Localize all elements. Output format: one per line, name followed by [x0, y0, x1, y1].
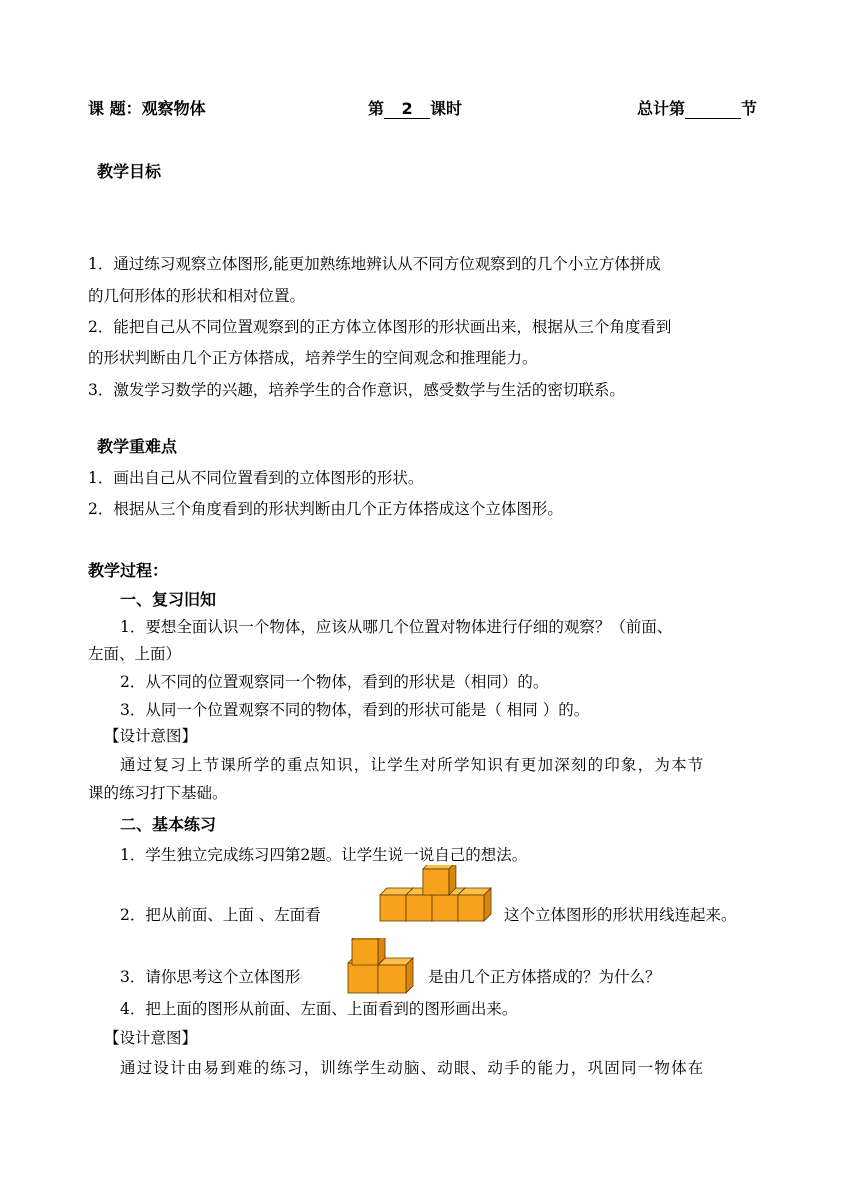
design-intent-label: 【设计意图】: [104, 727, 198, 745]
practice-item-4: 4．把上面的图形从前面、左面、上面看到的图形画出来。: [120, 1000, 518, 1018]
section1-title: 一、复习旧知: [120, 590, 217, 609]
lesson-prefix: 第: [368, 99, 385, 118]
cube-figure-row: [378, 865, 496, 923]
practice-item-3-before: 3．请你思考这个立体图形: [120, 968, 301, 986]
lesson-number-row: [368, 96, 462, 119]
process-heading: 教学过程：: [88, 561, 169, 580]
key-point-line: 1．画出自己从不同位置看到的立体图形的形状。: [88, 469, 424, 487]
cube-block: [458, 888, 491, 921]
objective-line: 1．通过练习观察立体图形,能更加熟练地辨认从不同方位观察到的几个小立方体拼成: [88, 255, 661, 273]
objective-line: 2．能把自己从不同位置观察到的正方体立体图形的形状画出来，根据从三个角度看到: [88, 318, 672, 336]
objective-line: 3．激发学习数学的兴趣，培养学生的合作意识，感受数学与生活的密切联系。: [88, 381, 625, 399]
total-count-row: [637, 96, 757, 119]
design-intent-label-2: 【设计意图】: [104, 1029, 198, 1047]
design-intent-text-2: 通过设计由易到难的练习，训练学生动脑、动眼、动手的能力，巩固同一物体在: [120, 1059, 705, 1077]
practice-item-3-after: 是由几个正方体搭成的？为什么？: [428, 968, 661, 986]
cube-figure-l-shape: [347, 938, 417, 994]
review-question-3: 3．从同一个位置观察不同的物体，看到的形状可能是（ 相同 ）的。: [120, 701, 590, 719]
lesson-number: 2: [384, 99, 430, 119]
cube-block: [378, 958, 413, 993]
lesson-suffix: 课时: [430, 99, 463, 118]
practice-item-1: 1．学生独立完成练习四第2题。让学生说一说自己的想法。: [120, 846, 528, 864]
objectives-heading: 教学目标: [97, 162, 162, 181]
objective-line: 的形状判断由几个正方体搭成，培养学生的空间观念和推理能力。: [88, 349, 538, 367]
cube-block: [423, 865, 456, 895]
cube-block: [352, 938, 385, 965]
review-question-1-cont: 左面、上面）: [88, 645, 182, 663]
total-suffix: 节: [741, 99, 758, 118]
review-question-1: 1．要想全面认识一个物体，应该从哪几个位置对物体进行仔细的观察？（前面、: [120, 618, 673, 636]
key-point-line: 2．根据从三个角度看到的形状判断由几个正方体搭成这个立体图形。: [88, 500, 563, 518]
review-question-2: 2．从不同的位置观察同一个物体，看到的形状是（相同）的。: [120, 673, 549, 691]
design-intent-text: 通过复习上节课所学的重点知识，让学生对所学知识有更加深刻的印象，为本节: [120, 756, 705, 774]
topic-label: 课 题：: [88, 99, 142, 118]
practice-item-2-before: 2．把从前面、上面 、左面看: [120, 906, 321, 924]
practice-item-2-after: 这个立体图形的形状用线连起来。: [504, 906, 737, 924]
key-points-heading: 教学重难点: [97, 437, 178, 456]
section2-title: 二、基本练习: [120, 815, 217, 834]
objective-line: 的几何形体的形状和相对位置。: [88, 287, 306, 305]
topic-row: [88, 96, 206, 119]
total-number: [685, 99, 741, 119]
total-prefix: 总计第: [637, 99, 686, 118]
design-intent-text-cont: 课的练习打下基础。: [88, 784, 228, 802]
topic-value: 观察物体: [141, 99, 206, 118]
